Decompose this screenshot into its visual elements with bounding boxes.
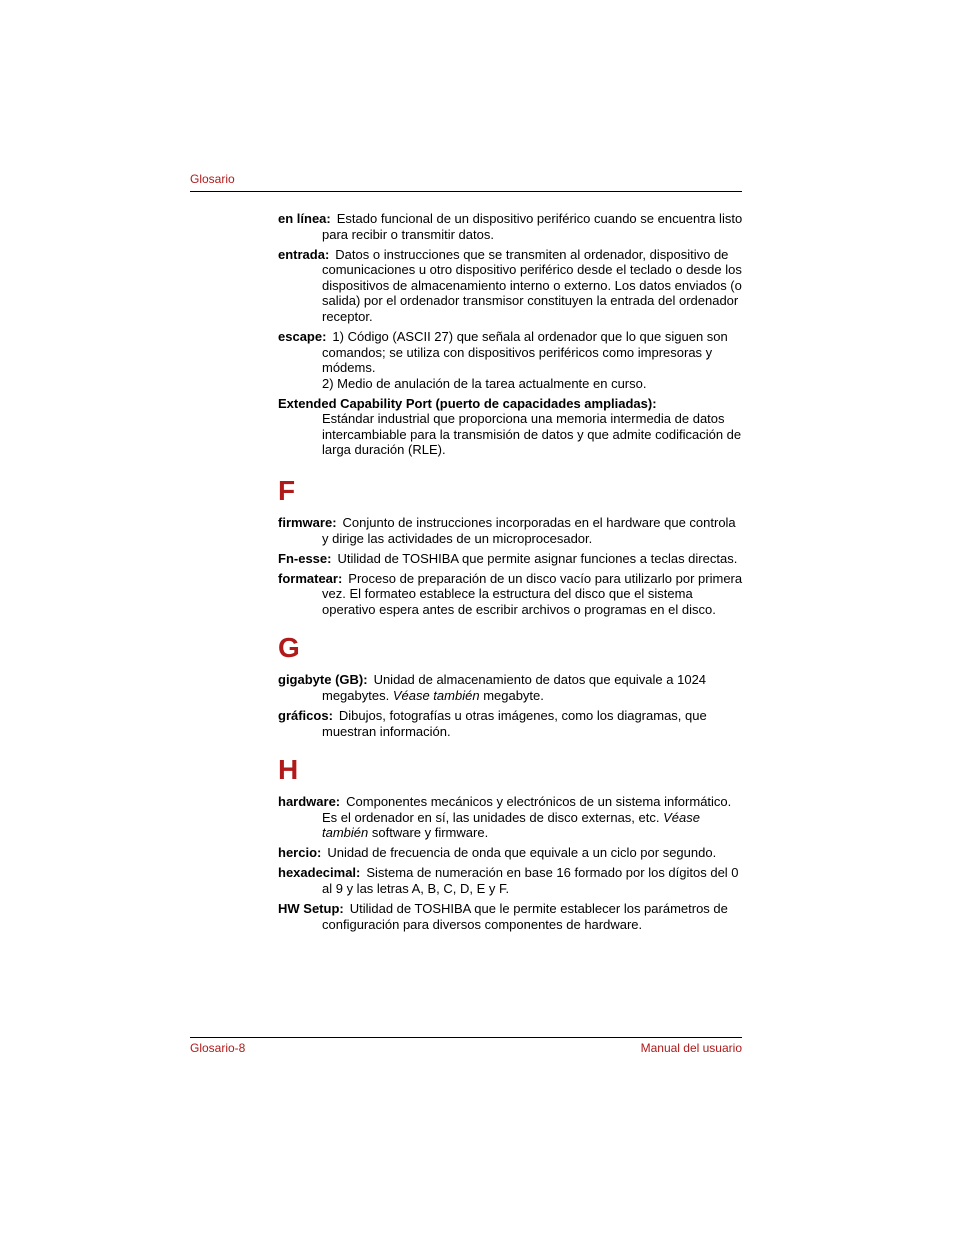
running-header: Glosario xyxy=(190,172,235,186)
glossary-definition: 1) Código (ASCII 27) que señala al ordenador que lo que siguen son comandos; se utiliza con dispositivos periféricos como impresoras y módems. xyxy=(322,328,728,376)
glossary-definition: Conjunto de instrucciones incorporadas en el hardware que controla y dirige las actividades de un microprocesador. xyxy=(322,515,736,546)
glossary-definition: Estándar industrial que proporciona una memoria intermedia de datos intercambiable para la transmisión de datos y que admite codificación de larga duración (RLE). xyxy=(322,411,742,458)
footer-rule xyxy=(190,1037,742,1038)
glossary-entry xyxy=(278,865,744,896)
see-also-target: megabyte. xyxy=(483,688,544,704)
glossary-term: firmware: xyxy=(278,515,337,531)
glossary-term: entrada: xyxy=(278,246,330,262)
glossary-term: hercio: xyxy=(278,845,322,861)
glossary-entry xyxy=(278,515,744,546)
glossary-body xyxy=(278,211,744,937)
glossary-term: gigabyte (GB): xyxy=(278,672,368,688)
see-also-label: Véase también xyxy=(322,809,700,841)
page-number: Glosario-8 xyxy=(190,1041,246,1055)
glossary-term: hardware: xyxy=(278,794,341,810)
glossary-entry xyxy=(278,551,744,567)
glossary-entry xyxy=(278,794,744,841)
glossary-entry xyxy=(278,571,744,618)
glossary-section-g xyxy=(278,633,744,739)
glossary-section-f xyxy=(278,476,744,617)
section-letter-heading: G xyxy=(278,632,300,664)
glossary-entry xyxy=(278,672,744,703)
see-also-target: software y firmware. xyxy=(371,825,489,841)
glossary-term: Extended Capability Port (puerto de capacidades ampliadas): xyxy=(278,395,657,411)
glossary-definition: Dibujos, fotografías u otras imágenes, como los diagramas, que muestran información. xyxy=(322,708,707,739)
glossary-definition: Sistema de numeración en base 16 formado por los dígitos del 0 al 9 y las letras A, B, C, D, E y F. xyxy=(322,865,739,896)
glossary-term: en línea: xyxy=(278,211,331,226)
glossary-term: formatear: xyxy=(278,570,343,586)
glossary-definition: Datos o instrucciones que se transmiten al ordenador, dispositivo de comunicaciones u otro dispositivo periférico desde el teclado o desde los dispositivos de almacenamiento interno o externo. Los datos enviados (o salida) por el ordenador transmisor constituyen la entrada del ordenador receptor. xyxy=(322,246,742,324)
glossary-term: HW Setup: xyxy=(278,900,344,916)
glossary-entry xyxy=(278,708,744,739)
glossary-definition: Estado funcional de un dispositivo periférico cuando se encuentra listo para recibir o transmitir datos. xyxy=(322,211,743,242)
section-letter-heading: F xyxy=(278,475,296,507)
glossary-definition: Utilidad de TOSHIBA que permite asignar funciones a teclas directas. xyxy=(337,550,738,566)
glossary-entry xyxy=(278,211,744,242)
glossary-entry xyxy=(278,247,744,325)
glossary-term: hexadecimal: xyxy=(278,865,361,881)
header-rule xyxy=(190,191,742,192)
glossary-definition-extra: 2) Medio de anulación de la tarea actualmente en curso. xyxy=(322,375,647,391)
glossary-entry xyxy=(278,845,744,861)
see-also-label: Véase también xyxy=(392,688,480,704)
manual-title: Manual del usuario xyxy=(640,1041,742,1055)
section-letter-heading: H xyxy=(278,754,299,786)
glossary-entry xyxy=(278,396,744,458)
glossary-term: gráficos: xyxy=(278,708,333,723)
glossary-definition: Componentes mecánicos y electrónicos de un sistema informático. Es el ordenador en sí, las unidades de disco externas, etc. xyxy=(322,794,732,825)
glossary-section-h xyxy=(278,755,744,932)
glossary-entry xyxy=(278,901,744,932)
glossary-term: escape: xyxy=(278,328,327,344)
glossary-term: Fn-esse: xyxy=(278,550,332,566)
glossary-definition: Utilidad de TOSHIBA que le permite establecer los parámetros de configuración para diversos componentes de hardware. xyxy=(322,900,728,932)
glossary-definition: Unidad de almacenamiento de datos que equivale a 1024 megabytes. xyxy=(322,672,707,704)
glossary-section-e xyxy=(278,211,744,458)
glossary-entry xyxy=(278,329,744,391)
glossary-definition: Proceso de preparación de un disco vacío para utilizarlo por primera vez. El formateo establece la estructura del disco que el sistema operativo espera antes de escribir archivos o programas en el disco. xyxy=(322,570,743,617)
glossary-definition: Unidad de frecuencia de onda que equivale a un ciclo por segundo. xyxy=(327,845,717,861)
